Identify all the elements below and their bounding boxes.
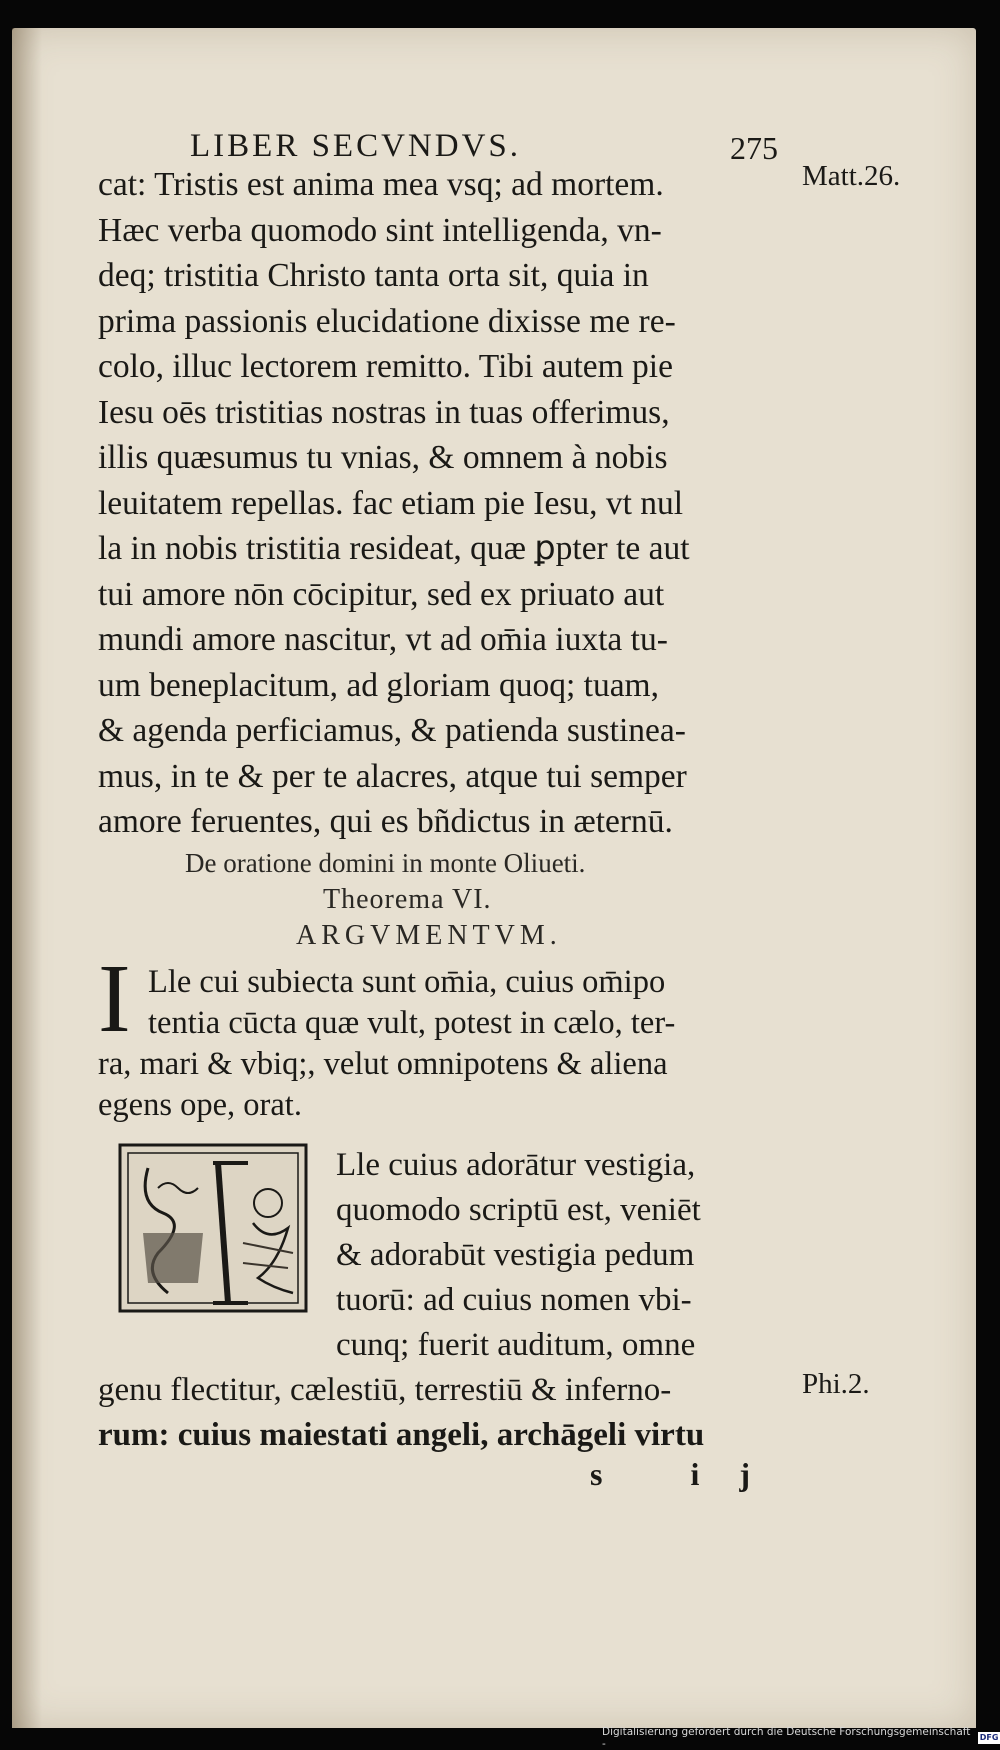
text-line: tuorū: ad cuius nomen vbi- [336,1282,692,1318]
argument-line: egens ope, orat. [98,1087,302,1123]
text-line: deq; tristitia Christo tanta orta sit, quia in [98,257,649,294]
text-line: illis quæsumus tu vnias, & omnem à nobis [98,439,668,476]
text-line: prima passionis elucidatione dixisse me re- [98,302,676,340]
text-line: & adorabūt vestigia pedum [336,1237,695,1273]
text-line: colo, illuc lectorem remitto. Tibi autem pie [98,348,673,385]
text-line: leuitatem repellas. fac etiam pie Iesu, vt nul [98,484,684,522]
text-line: cunq; fuerit auditum, omne [336,1327,696,1363]
text-line: la in nobis tristitia resideat, quæ ꝑpter te aut [98,530,690,567]
argument-line: tentia cūcta quæ vult, potest in cælo, ter- [148,1005,676,1041]
woodcut-initial-letter-icon [118,1143,308,1313]
text-line: tui amore nōn cōcipitur, sed ex priuato aut [98,575,665,613]
text-line: Iesu oēs tristitias nostras in tuas offerimus, [98,393,670,431]
running-head: LIBER SECVNDVS. [190,128,522,164]
argument-line: Lle cui subiecta sunt om̄ia, cuius om̄ipo [148,964,666,1000]
theorema-heading: Theorema VI. [323,884,492,915]
argument-line: ra, mari & vbiq;, velut omnipotens & aliena [98,1046,668,1082]
signature-mark: s ij [590,1456,790,1492]
initial-paragraph-block [336,1143,806,1368]
text-line: & agenda perficiamus, & patienda sustinea- [98,712,686,749]
section-heading: De oratione domini in monte Oliueti. [185,848,586,878]
text-line: Hæc verba quomodo sint intelligenda, vn- [98,211,662,249]
argument-text-block [98,962,798,1126]
closing-text-block [98,1368,798,1458]
text-line: rum: cuius maiestati angeli, archāgeli virtu [98,1417,705,1453]
digitization-footer [602,1725,1000,1750]
text-line: Lle cuius adorātur vestigia, [336,1147,696,1183]
text-line: mus, in te & per te alacres, atque tui semper [98,757,687,795]
argument-initial: I [98,945,131,1053]
margin-note-philippians: Phi.2. [802,1368,870,1400]
margin-note-matthew: Matt.26. [802,160,901,192]
text-line: amore feruentes, qui es bñdictus in æternū. [98,803,673,840]
page-number: 275 [730,130,778,166]
argumentum-heading: ARGVMENTVM. [296,920,562,951]
footer-text: Digitalisierung gefördert durch die Deutsche Forschungsgemeinschaft - [602,1725,971,1750]
dfg-logo-icon: DFG [979,1732,999,1742]
text-line: genu flectitur, cælestiū, terrestiū & inferno- [98,1372,672,1408]
text-line: um beneplacitum, ad gloriam quoq; tuam, [98,666,659,704]
main-text-block [98,162,788,845]
page-gutter-shadow [12,28,42,1728]
text-line: quomodo scriptū est, veniēt [336,1192,701,1228]
text-line: mundi amore nascitur, vt ad om̄ia iuxta tu- [98,621,668,658]
text-line: cat: Tristis est anima mea vsq; ad mortem. [98,166,664,203]
